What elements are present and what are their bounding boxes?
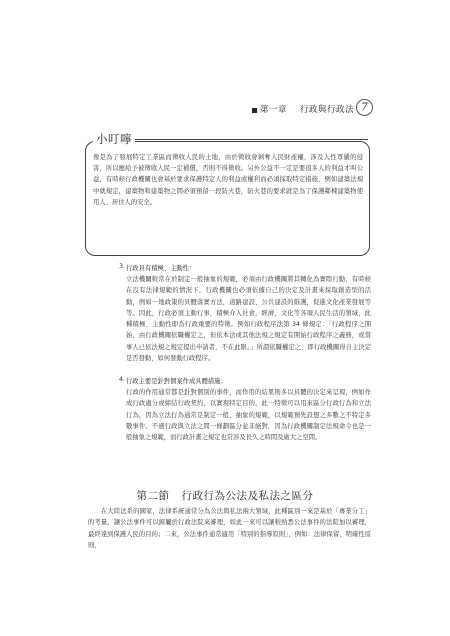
- chapter-label: 第一章: [260, 105, 288, 115]
- item-number: 4.: [119, 376, 126, 383]
- section-number: 第二節: [136, 490, 170, 502]
- body-paragraph: 在大陸法系的國家，法律系統通常分為公法與私法兩大領域，此種區別一來是基於「專業分工」的考量，讓公法事件可以歸屬於行政法院來審理，如此一來可以讓較熟悉公法事件的法院加以審理，最終達到保護人民的目的；二來，公法事件通常適用「特別的指導原則」，例如：法律保留、明確性原則，: [88, 508, 371, 549]
- tip-title-rule: [135, 139, 368, 140]
- item-number: 3.: [119, 263, 126, 270]
- tip-text: 像是為了發展特定工業區而徵收人民的土地，由於徵收會剝奪人民財產權，涉及人性尊嚴的侵害，所以應給予被徵收人民一定補償，否則不得徵收。另外公益不一定是要很多人的利益才叫公益，有時候行政機關也會基於要求保護特定人的利益或權利而必須採取特定措施，例如建築法規中就規定，建築物和建築物之間必須預留一段防火巷，防火巷的要求就是為了保護鄰棟建築物使用人、居住人的安全。: [93, 154, 363, 206]
- page-number: 7: [356, 99, 373, 116]
- header-marker-icon: [252, 108, 257, 113]
- tip-title: 小叮嚀: [93, 131, 135, 147]
- item-body: 行政的作用通常都是針對個別的事件，而作用的結果則多以具體的決定來呈現，例如作成行政處分或締結行政契約，以實現特定目的，此一特徵可以用來區分行政行為和立法行為，因為立法行為通常是制定一般、抽象的規範，以規範預先設想之多數之不特定多數事件。不過行政與立法之間一條劃區分並非絕對，因為行政機關制定法規命令也是一般抽象之規範，而行政計畫之規定也常涉及長久之時間及廣大之空間。: [126, 389, 371, 442]
- item-heading: 行政具有積極、主動性：: [126, 265, 196, 272]
- running-header: [0, 102, 450, 122]
- chapter-title: 行政與行政法: [300, 105, 355, 115]
- item-body: 立法機關較常在於制定一般抽象的規範，必須由行政機關將其轉化為實際行動，有時候在沒有法律規範的情況下，行政機關也必須依據自己的決定及計畫來採取創造型的活動，例如一地政策的具體落實方法，道路建設、公共建設的維護，促進文化產業發展等等。因此，行政必須主動行事，積極介入社會，經濟，文化等各項人民生活的領域，此種積極、主動性即為行政重要的特徵。例如行政程序法第 34 條規定：「行政程序之開始，由行政機關依職權定之，但依本法或其他法規之規定有開始行政程序之義務，或當事人已依法規之規定提出申請者，不在此限。」所謂依職權定之，即行政機關得自主決定是否發動，如何發動行政程序。: [126, 276, 371, 363]
- section-title-text: 行政行為公法及私法之區分: [181, 490, 314, 502]
- section-heading: [0, 488, 450, 503]
- item-heading: 行政主要是針對個案作成具體措施：: [126, 378, 227, 385]
